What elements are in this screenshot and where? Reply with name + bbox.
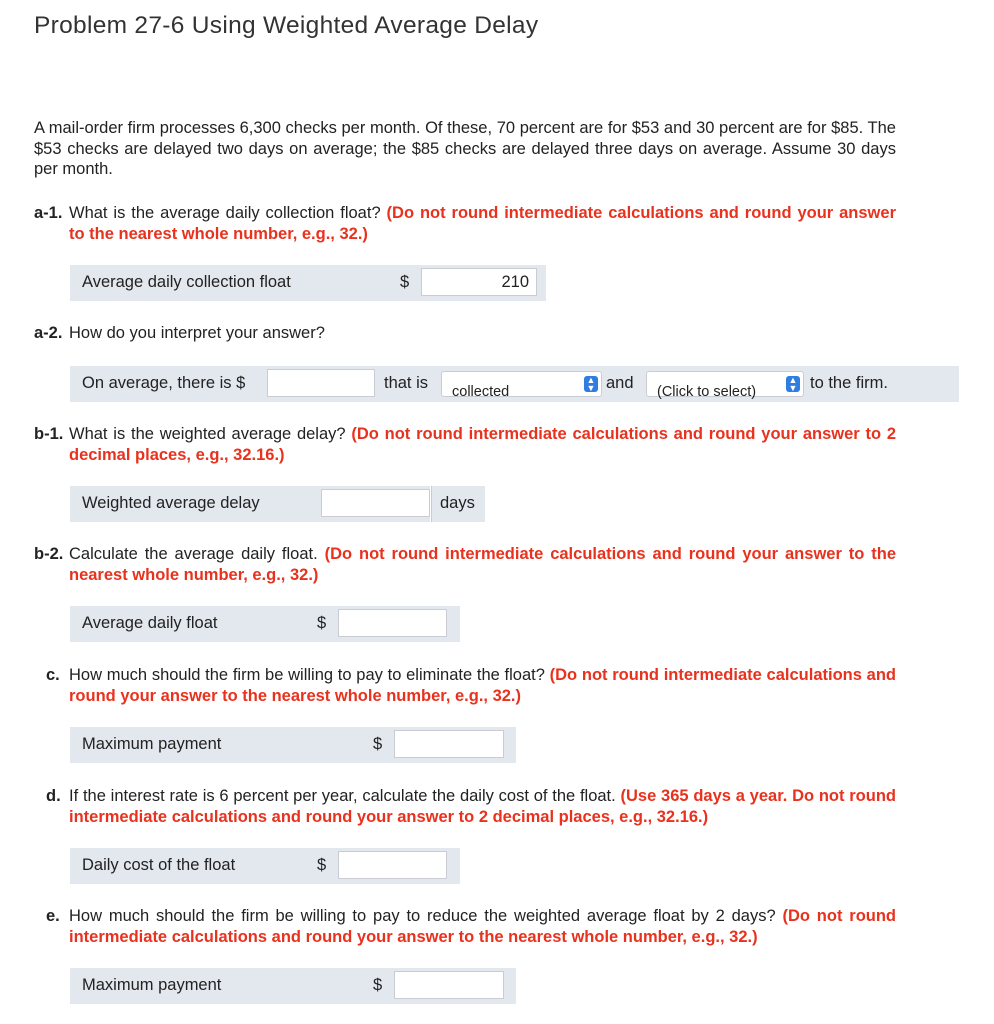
that-is-text: that is	[384, 374, 429, 392]
select-arrows-icon: ▲ ▼	[786, 376, 800, 392]
problem-intro: A mail-order firm processes 6,300 checks per month. Of these, 70 percent are for $53 and 30 percent are for $85. The $53 checks are delayed two days on average; the $85 checks are delayed three days on average. Assume 30 days per month.	[34, 119, 896, 178]
float-type-select-value: collected	[452, 384, 510, 400]
question-c-label: c.	[46, 666, 60, 684]
question-a2-label: a-2.	[34, 324, 63, 342]
answer-row-b1	[70, 486, 430, 522]
question-c-text: How much should the firm be willing to pay to eliminate the float?	[69, 666, 550, 684]
row-label-a1: Average daily collection float	[82, 273, 291, 291]
weighted-average-delay-input[interactable]	[321, 489, 430, 517]
question-b2	[34, 544, 896, 585]
answer-row-c	[70, 727, 516, 763]
page-title: Problem 27-6 Using Weighted Average Delay	[34, 12, 539, 39]
currency-sign-d: $	[317, 856, 327, 874]
question-d-text: If the interest rate is 6 percent per year, calculate the daily cost of the float.	[69, 787, 621, 805]
question-a2	[34, 323, 896, 344]
question-d	[34, 786, 896, 827]
average-daily-float-input[interactable]	[338, 609, 447, 637]
answer-row-b2	[70, 606, 460, 642]
question-b2-text: Calculate the average daily float.	[69, 545, 325, 563]
question-b1-label: b-1.	[34, 425, 64, 443]
question-b2-instruction: (Do not round intermediate calculations and round your answer to the nearest whole number, e.g., 32.)	[69, 545, 897, 584]
currency-sign-b2: $	[317, 614, 327, 632]
question-b1-instruction: (Do not round intermediate calculations and round your answer to 2 decimal places, e.g., 32.16.)	[69, 425, 897, 464]
question-e-label: e.	[46, 907, 60, 925]
float-type-select[interactable]	[441, 371, 602, 400]
maximum-payment-reduce-input[interactable]	[394, 971, 504, 999]
average-daily-collection-float-input[interactable]: 210	[421, 268, 537, 296]
direction-select-value: (Click to select)	[657, 384, 757, 400]
row-label-b1: Weighted average delay	[82, 494, 260, 512]
currency-sign-e: $	[373, 976, 383, 994]
question-d-instruction: (Use 365 days a year. Do not round intermediate calculations and round your answer to 2 decimal places, e.g., 32.16.)	[69, 787, 896, 826]
question-a1-text: What is the average daily collection float?	[69, 204, 387, 222]
row-label-a2: On average, there is $	[82, 374, 246, 392]
question-d-label: d.	[46, 787, 61, 805]
row-label-b2: Average daily float	[82, 614, 218, 632]
question-a1	[34, 203, 896, 244]
question-a1-label: a-1.	[34, 204, 63, 222]
question-b1-text: What is the weighted average delay?	[69, 425, 352, 443]
question-a2-text: How do you interpret your answer?	[69, 324, 325, 342]
days-unit-cell	[431, 486, 485, 522]
question-c	[34, 665, 896, 706]
answer-row-a2	[70, 366, 959, 402]
to-the-firm-text: to the firm.	[810, 374, 888, 392]
row-label-e: Maximum payment	[82, 976, 222, 994]
row-label-d: Daily cost of the float	[82, 856, 236, 874]
answer-row-d	[70, 848, 460, 884]
interpretation-amount-input[interactable]	[267, 369, 375, 397]
question-a1-instruction: (Do not round intermediate calculations and round your answer to the nearest whole number, e.g., 32.)	[69, 204, 896, 243]
question-b2-label: b-2.	[34, 545, 64, 563]
currency-sign-a1: $	[400, 273, 410, 291]
daily-cost-of-float-input[interactable]	[338, 851, 447, 879]
row-label-c: Maximum payment	[82, 735, 222, 753]
question-e-instruction: (Do not round intermediate calculations and round your answer to the nearest whole number, e.g., 32.)	[69, 907, 897, 946]
question-c-instruction: (Do not round intermediate calculations and round your answer to the nearest whole number, e.g., 32.)	[69, 666, 896, 705]
answer-row-a1	[70, 265, 546, 301]
currency-sign-c: $	[373, 735, 383, 753]
days-unit: days	[440, 494, 475, 512]
select-arrows-icon: ▲ ▼	[584, 376, 598, 392]
maximum-payment-eliminate-input[interactable]	[394, 730, 504, 758]
question-e-text: How much should the firm be willing to pay to reduce the weighted average float by 2 days?	[69, 907, 783, 925]
direction-select[interactable]	[646, 371, 804, 400]
and-text: and	[606, 374, 634, 392]
question-e	[34, 906, 896, 947]
answer-row-e	[70, 968, 516, 1004]
question-b1	[34, 424, 896, 465]
